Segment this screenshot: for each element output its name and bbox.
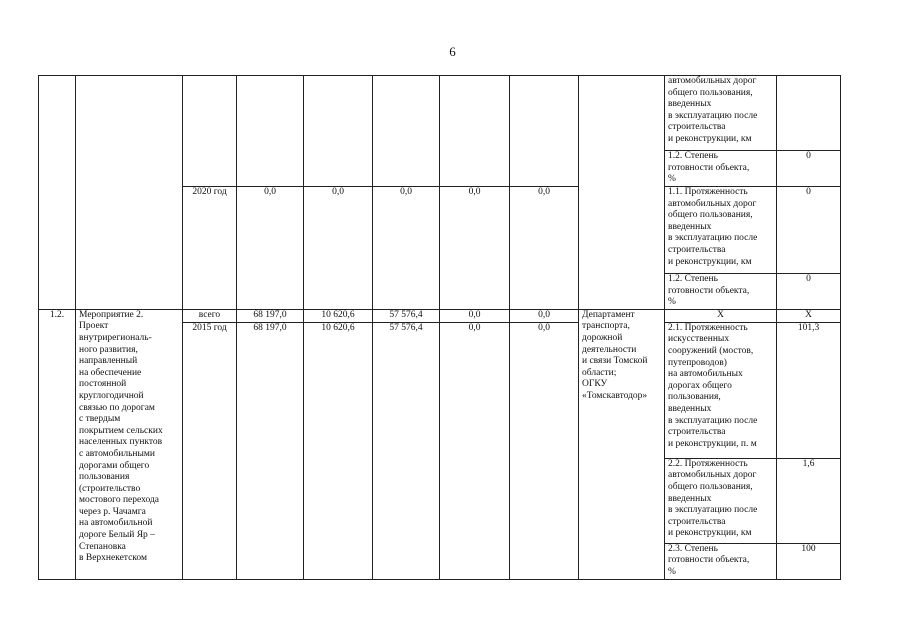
value-cell: 68 197,0 xyxy=(237,322,304,579)
year-cell: 2015 год xyxy=(183,322,237,579)
table-row xyxy=(39,309,841,322)
indicator-cell: автомобильных дорог общего пользования, введенных в эксплуатацию после строительства и реконструкции, км xyxy=(665,76,777,151)
value-cell: 57 576,4 xyxy=(373,322,440,579)
value-cell: 0,0 xyxy=(510,187,579,310)
value-cell: 10 620,6 xyxy=(304,322,373,579)
value-cell: 0,0 xyxy=(510,309,579,322)
measure-name-cell xyxy=(76,76,183,310)
program-table xyxy=(38,75,841,580)
value-cell: 0,0 xyxy=(510,322,579,579)
indicator-value-cell: 100 xyxy=(777,543,841,579)
table-row xyxy=(39,76,841,151)
value-cell: 10 620,6 xyxy=(304,309,373,322)
indicator-value-cell: 1,6 xyxy=(777,458,841,543)
executor-cell: Департамент транспорта, дорожной деятельности и связи Томской области; ОГКУ «Томскавтодор» xyxy=(579,309,665,579)
indicator-value-cell: 0 xyxy=(777,274,841,310)
indicator-cell: 1.1. Протяженность автомобильных дорог общего пользования, введенных в эксплуатацию после строительства и реконструкции, км xyxy=(665,187,777,274)
page-number: 6 xyxy=(449,44,456,59)
measure-name-cell: Мероприятие 2. Проект внутрирегиональ- ного развития, направленный на обеспечение постоянной круглогодичной связью по дорогам с твердым покрытием сельских населенных пунктов с автомобильными дорогами общего пользования (строительство мостового перехода через р. Чачамга на автомобильной дороге Белый Яр – Степановка в Верхнекетском xyxy=(76,309,183,579)
value-cell: 0,0 xyxy=(440,187,510,310)
indicator-cell: 1.2. Степень готовности объекта, % xyxy=(665,274,777,310)
indicator-value-cell: 0 xyxy=(777,151,841,187)
value-cell: 0,0 xyxy=(440,309,510,322)
indicator-value-cell xyxy=(777,76,841,151)
row-number-cell xyxy=(39,76,76,310)
row-number-cell: 1.2. xyxy=(39,309,76,579)
value-cell: 68 197,0 xyxy=(237,309,304,322)
indicator-cell: 2.2. Протяженность автомобильных дорог общего пользования, введенных в эксплуатацию после строительства и реконструкции, км xyxy=(665,458,777,543)
year-cell xyxy=(183,76,237,187)
value-cell: 0,0 xyxy=(304,187,373,310)
indicator-value-cell: 101,3 xyxy=(777,322,841,458)
indicator-value-cell: Х xyxy=(777,309,841,322)
indicator-value-cell: 0 xyxy=(777,187,841,274)
value-cell: 57 576,4 xyxy=(373,309,440,322)
indicator-cell: Х xyxy=(665,309,777,322)
indicator-cell: 2.3. Степень готовности объекта, % xyxy=(665,543,777,579)
value-cell: 0,0 xyxy=(440,322,510,579)
value-cell: 0,0 xyxy=(237,187,304,310)
indicator-cell: 2.1. Протяженность искусственных сооружений (мостов, путепроводов) на автомобильных дорогах общего пользования, введенных в эксплуатацию после строительства и реконструкции, п. м xyxy=(665,322,777,458)
executor-cell xyxy=(579,76,665,310)
year-cell: всего xyxy=(183,309,237,322)
value-cell: 0,0 xyxy=(373,187,440,310)
indicator-cell: 1.2. Степень готовности объекта, % xyxy=(665,151,777,187)
year-cell: 2020 год xyxy=(183,187,237,310)
